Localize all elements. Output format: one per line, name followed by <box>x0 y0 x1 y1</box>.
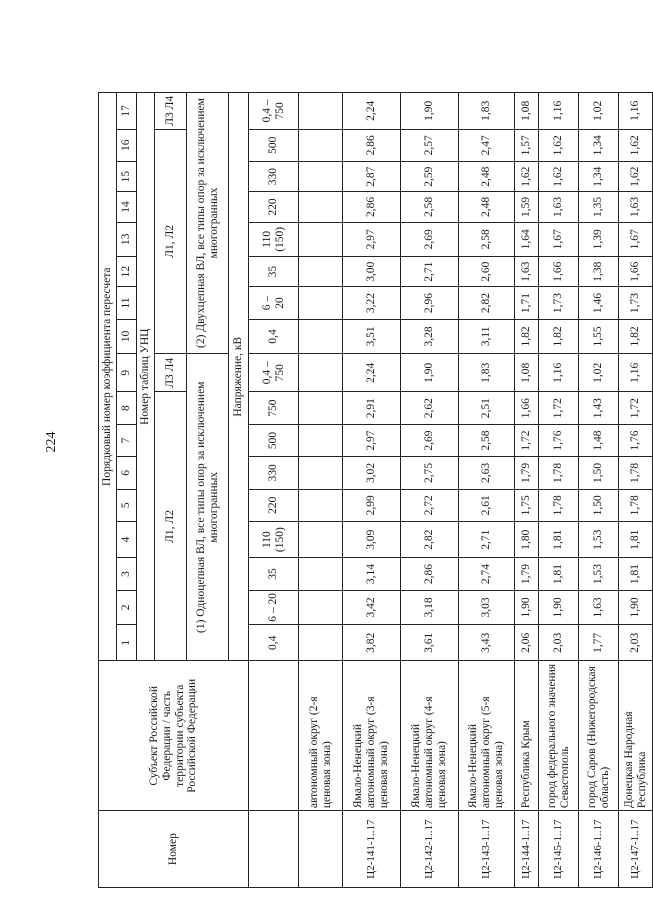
table-row <box>299 93 343 888</box>
table-body <box>299 93 653 888</box>
table-row <box>343 93 401 888</box>
coefficient-cell: 3,22 <box>343 287 401 319</box>
coefficient-cell: 1,82 <box>515 319 539 353</box>
row-subject: Республика Крым <box>515 661 539 811</box>
voltage-4: 110 (150) <box>249 521 299 557</box>
coefficient-cell: 1,62 <box>515 161 539 191</box>
coefficient-cell: 2,51 <box>459 392 515 424</box>
coefficient-cell: 2,97 <box>343 424 401 456</box>
coefficient-cell: 1,82 <box>539 319 579 353</box>
coefficient-cell: 1,81 <box>619 521 653 557</box>
coefficient-cell <box>299 521 343 557</box>
coefficient-cell <box>299 257 343 287</box>
coefficient-cell: 1,53 <box>579 521 619 557</box>
coefficient-cell <box>299 489 343 521</box>
coefficient-cell: 1,90 <box>539 590 579 624</box>
table-row <box>515 93 539 888</box>
coefficient-cell: 2,96 <box>401 287 459 319</box>
column-number-14: 14 <box>117 192 137 222</box>
header-number: Номер <box>99 811 249 888</box>
coefficient-cell: 1,64 <box>515 222 539 256</box>
coefficient-cell: 1,66 <box>515 392 539 424</box>
coefficient-cell: 1,90 <box>515 590 539 624</box>
row-subject: Ямало-Ненецкий автономный округ (5-я ценовая зона) <box>459 661 515 811</box>
coefficient-cell: 1,78 <box>619 457 653 489</box>
coefficient-cell <box>299 558 343 590</box>
column-number-9: 9 <box>117 354 137 392</box>
coefficient-cell: 2,57 <box>401 129 459 161</box>
coefficient-cell: 1,34 <box>579 161 619 191</box>
coefficient-cell: 1,79 <box>515 457 539 489</box>
coefficient-cell: 3,28 <box>401 319 459 353</box>
column-number-17: 17 <box>117 93 137 130</box>
column-number-4: 4 <box>117 521 137 557</box>
coefficient-cell: 1,53 <box>579 558 619 590</box>
coefficient-cell: 2,86 <box>401 558 459 590</box>
coefficient-cell: 1,82 <box>619 319 653 353</box>
voltage-1: 0,4 <box>249 625 299 661</box>
coefficient-cell: 2,48 <box>459 161 515 191</box>
row-number: Ц2-145-1..17 <box>539 811 579 888</box>
row-subject: Донецкая Народная Республика <box>619 661 653 811</box>
coefficient-cell: 1,83 <box>459 354 515 392</box>
coefficient-cell: 1,16 <box>619 354 653 392</box>
coefficient-cell: 1,78 <box>539 457 579 489</box>
coefficient-cell: 2,61 <box>459 489 515 521</box>
coefficient-cell: 1,63 <box>579 590 619 624</box>
coefficient-cell: 2,47 <box>459 129 515 161</box>
coefficient-cell: 2,24 <box>343 354 401 392</box>
coefficient-cell: 2,75 <box>401 457 459 489</box>
voltage-13: 110 (150) <box>249 222 299 256</box>
coefficient-cell: 1,38 <box>579 257 619 287</box>
row-number: Ц2-143-1..17 <box>459 811 515 888</box>
coefficient-cell: 1,63 <box>619 192 653 222</box>
coefficient-cell: 1,62 <box>619 129 653 161</box>
voltage-3: 35 <box>249 558 299 590</box>
voltage-2: 6 – 20 <box>249 590 299 624</box>
coefficient-cell: 2,03 <box>539 625 579 661</box>
coefficient-cell: 1,59 <box>515 192 539 222</box>
table-row <box>619 93 653 888</box>
coefficient-cell: 1,62 <box>539 161 579 191</box>
coefficient-cell: 2,69 <box>401 222 459 256</box>
coefficient-cell: 3,09 <box>343 521 401 557</box>
header-type1: (1) Одноцепная ВЛ, все типы опор за исключением многогранных <box>187 354 229 661</box>
coefficient-cell: 2,71 <box>459 521 515 557</box>
coefficient-cell: 1,90 <box>401 354 459 392</box>
voltage-row <box>249 93 299 888</box>
column-number-2: 2 <box>117 590 137 624</box>
header-l3l4-group2: Л3 Л4 <box>155 93 187 130</box>
coefficient-cell: 1,80 <box>515 521 539 557</box>
coefficient-cell: 2,82 <box>401 521 459 557</box>
voltage-7: 500 <box>249 424 299 456</box>
column-number-8: 8 <box>117 392 137 424</box>
coefficient-cell: 2,82 <box>459 287 515 319</box>
coefficient-cell: 1,90 <box>619 590 653 624</box>
coefficient-cell: 1,76 <box>619 424 653 456</box>
coefficient-cell <box>299 93 343 130</box>
voltage-10: 0,4 <box>249 319 299 353</box>
voltage-17: 0,4 – 750 <box>249 93 299 130</box>
coefficient-cell: 2,72 <box>401 489 459 521</box>
coefficient-cell: 3,14 <box>343 558 401 590</box>
coefficient-cell: 1,02 <box>579 354 619 392</box>
coefficient-cell: 3,82 <box>343 625 401 661</box>
header-unc-tables: Номер таблиц УНЦ <box>137 93 155 661</box>
voltage-14: 220 <box>249 192 299 222</box>
voltage-row-blank-subject <box>249 661 299 811</box>
coefficient-cell: 1,83 <box>459 93 515 130</box>
coefficient-cell: 1,43 <box>579 392 619 424</box>
coefficient-cell: 2,60 <box>459 257 515 287</box>
coefficient-cell: 2,69 <box>401 424 459 456</box>
coefficient-cell: 1,34 <box>579 129 619 161</box>
coefficient-cell: 1,81 <box>619 558 653 590</box>
coefficient-cell: 2,86 <box>343 192 401 222</box>
column-number-13: 13 <box>117 222 137 256</box>
coefficient-cell: 1,62 <box>619 161 653 191</box>
coefficient-cell: 1,08 <box>515 354 539 392</box>
coefficient-cell <box>299 590 343 624</box>
column-number-12: 12 <box>117 257 137 287</box>
coefficient-cell: 2,99 <box>343 489 401 521</box>
coefficient-cell: 3,02 <box>343 457 401 489</box>
column-number-1: 1 <box>117 625 137 661</box>
column-number-3: 3 <box>117 558 137 590</box>
table-row <box>579 93 619 888</box>
coefficient-cell <box>299 129 343 161</box>
voltage-8: 750 <box>249 392 299 424</box>
coefficient-cell: 1,02 <box>579 93 619 130</box>
coefficient-cell: 2,58 <box>401 192 459 222</box>
page-number: 224 <box>44 431 59 453</box>
row-number: Ц2-146-1..17 <box>579 811 619 888</box>
coefficient-cell: 3,61 <box>401 625 459 661</box>
coefficient-cell: 1,16 <box>619 93 653 130</box>
column-number-11: 11 <box>117 287 137 319</box>
coefficient-cell: 1,73 <box>539 287 579 319</box>
coefficient-cell: 1,57 <box>515 129 539 161</box>
coefficient-cell: 1,35 <box>579 192 619 222</box>
coefficient-cell: 1,77 <box>579 625 619 661</box>
header-ordinal: Порядковый номер коэффициента пересчета <box>99 93 117 661</box>
coefficient-cell: 2,91 <box>343 392 401 424</box>
row-number: Ц2-144-1..17 <box>515 811 539 888</box>
voltage-row-blank-number <box>249 811 299 888</box>
coefficient-cell: 1,72 <box>619 392 653 424</box>
coefficient-cell: 2,87 <box>343 161 401 191</box>
coefficient-cell: 2,58 <box>459 424 515 456</box>
coefficient-cell: 2,62 <box>401 392 459 424</box>
coefficient-cell <box>299 424 343 456</box>
coefficient-cell: 1,66 <box>539 257 579 287</box>
coefficient-cell: 3,11 <box>459 319 515 353</box>
row-subject: город Саров (Нижегородская область) <box>579 661 619 811</box>
coefficient-cell: 1,16 <box>539 354 579 392</box>
coefficient-cell: 1,62 <box>539 129 579 161</box>
column-number-16: 16 <box>117 129 137 161</box>
coefficient-cell: 1,63 <box>539 192 579 222</box>
table-row <box>539 93 579 888</box>
header-type2: (2) Двухцепная ВЛ, все типы опор за исключением многогранных <box>187 93 229 354</box>
column-number-10: 10 <box>117 319 137 353</box>
coefficient-cell: 1,50 <box>579 489 619 521</box>
coefficient-cell: 3,43 <box>459 625 515 661</box>
coefficient-cell: 3,03 <box>459 590 515 624</box>
coefficient-cell: 1,90 <box>401 93 459 130</box>
coefficient-cell <box>299 319 343 353</box>
coefficient-cell: 1,46 <box>579 287 619 319</box>
coefficient-cell <box>299 457 343 489</box>
coefficient-cell: 1,81 <box>539 558 579 590</box>
coefficient-cell: 1,72 <box>539 392 579 424</box>
row-subject: Ямало-Ненецкий автономный округ (3-я ценовая зона) <box>343 661 401 811</box>
row-subject: город федерального значения Севастополь <box>539 661 579 811</box>
header-voltage: Напряжение, кВ <box>229 93 249 661</box>
row-number: Ц2-141-1..17 <box>343 811 401 888</box>
row-number <box>299 811 343 888</box>
row-subject: Ямало-Ненецкий автономный округ (4-я ценовая зона) <box>401 661 459 811</box>
coefficient-cell: 1,50 <box>579 457 619 489</box>
header-l1l2-group2: Л1, Л2 <box>155 129 187 353</box>
coefficient-cell: 1,39 <box>579 222 619 256</box>
coefficient-cell: 1,67 <box>619 222 653 256</box>
coefficient-cell <box>299 392 343 424</box>
column-number-15: 15 <box>117 161 137 191</box>
coefficient-cell: 1,78 <box>539 489 579 521</box>
coefficient-cell: 2,86 <box>343 129 401 161</box>
coefficient-cell: 1,67 <box>539 222 579 256</box>
coefficient-cell <box>299 354 343 392</box>
header-l3l4-group1: Л3 Л4 <box>155 354 187 392</box>
coefficient-cell: 2,58 <box>459 222 515 256</box>
coefficient-cell: 1,78 <box>619 489 653 521</box>
coefficient-cell: 1,63 <box>515 257 539 287</box>
voltage-5: 220 <box>249 489 299 521</box>
coefficient-cell <box>299 192 343 222</box>
header-l1l2-group1: Л1, Л2 <box>155 392 187 661</box>
coefficient-cell: 1,76 <box>539 424 579 456</box>
coefficient-cell <box>299 161 343 191</box>
coefficient-cell: 2,74 <box>459 558 515 590</box>
coefficient-cell: 3,42 <box>343 590 401 624</box>
coefficient-cell <box>299 625 343 661</box>
coefficient-cell: 2,71 <box>401 257 459 287</box>
header-subject: Субъект Российской Федерации / часть территории субъекта Российской Федерации <box>99 661 249 811</box>
coefficient-cell: 2,59 <box>401 161 459 191</box>
coefficient-cell: 2,24 <box>343 93 401 130</box>
voltage-6: 330 <box>249 457 299 489</box>
row-subject: автономный округ (2-я ценовая зона) <box>299 661 343 811</box>
rotated-table-container <box>98 92 648 888</box>
voltage-15: 330 <box>249 161 299 191</box>
table-row <box>401 93 459 888</box>
coefficient-cell: 2,03 <box>619 625 653 661</box>
coefficient-cell: 1,75 <box>515 489 539 521</box>
row-number: Ц2-147-1..17 <box>619 811 653 888</box>
coefficient-cell: 1,48 <box>579 424 619 456</box>
coefficient-cell: 1,08 <box>515 93 539 130</box>
coefficient-cell: 1,73 <box>619 287 653 319</box>
coefficient-cell <box>299 287 343 319</box>
coefficient-cell: 1,55 <box>579 319 619 353</box>
coefficient-cell: 1,71 <box>515 287 539 319</box>
table-row <box>459 93 515 888</box>
coefficient-cell: 1,72 <box>515 424 539 456</box>
coefficient-table <box>98 92 653 888</box>
coefficient-cell <box>299 222 343 256</box>
coefficient-cell: 2,63 <box>459 457 515 489</box>
voltage-11: 6 – 20 <box>249 287 299 319</box>
coefficient-cell: 3,18 <box>401 590 459 624</box>
row-number: Ц2-142-1..17 <box>401 811 459 888</box>
column-number-5: 5 <box>117 489 137 521</box>
coefficient-cell: 2,06 <box>515 625 539 661</box>
coefficient-cell: 1,66 <box>619 257 653 287</box>
coefficient-cell: 3,51 <box>343 319 401 353</box>
coefficient-cell: 1,81 <box>539 521 579 557</box>
column-number-7: 7 <box>117 424 137 456</box>
column-number-6: 6 <box>117 457 137 489</box>
voltage-12: 35 <box>249 257 299 287</box>
coefficient-cell: 1,16 <box>539 93 579 130</box>
coefficient-cell: 2,48 <box>459 192 515 222</box>
coefficient-cell: 3,00 <box>343 257 401 287</box>
coefficient-cell: 1,79 <box>515 558 539 590</box>
voltage-16: 500 <box>249 129 299 161</box>
coefficient-cell: 2,97 <box>343 222 401 256</box>
voltage-9: 0,4 – 750 <box>249 354 299 392</box>
